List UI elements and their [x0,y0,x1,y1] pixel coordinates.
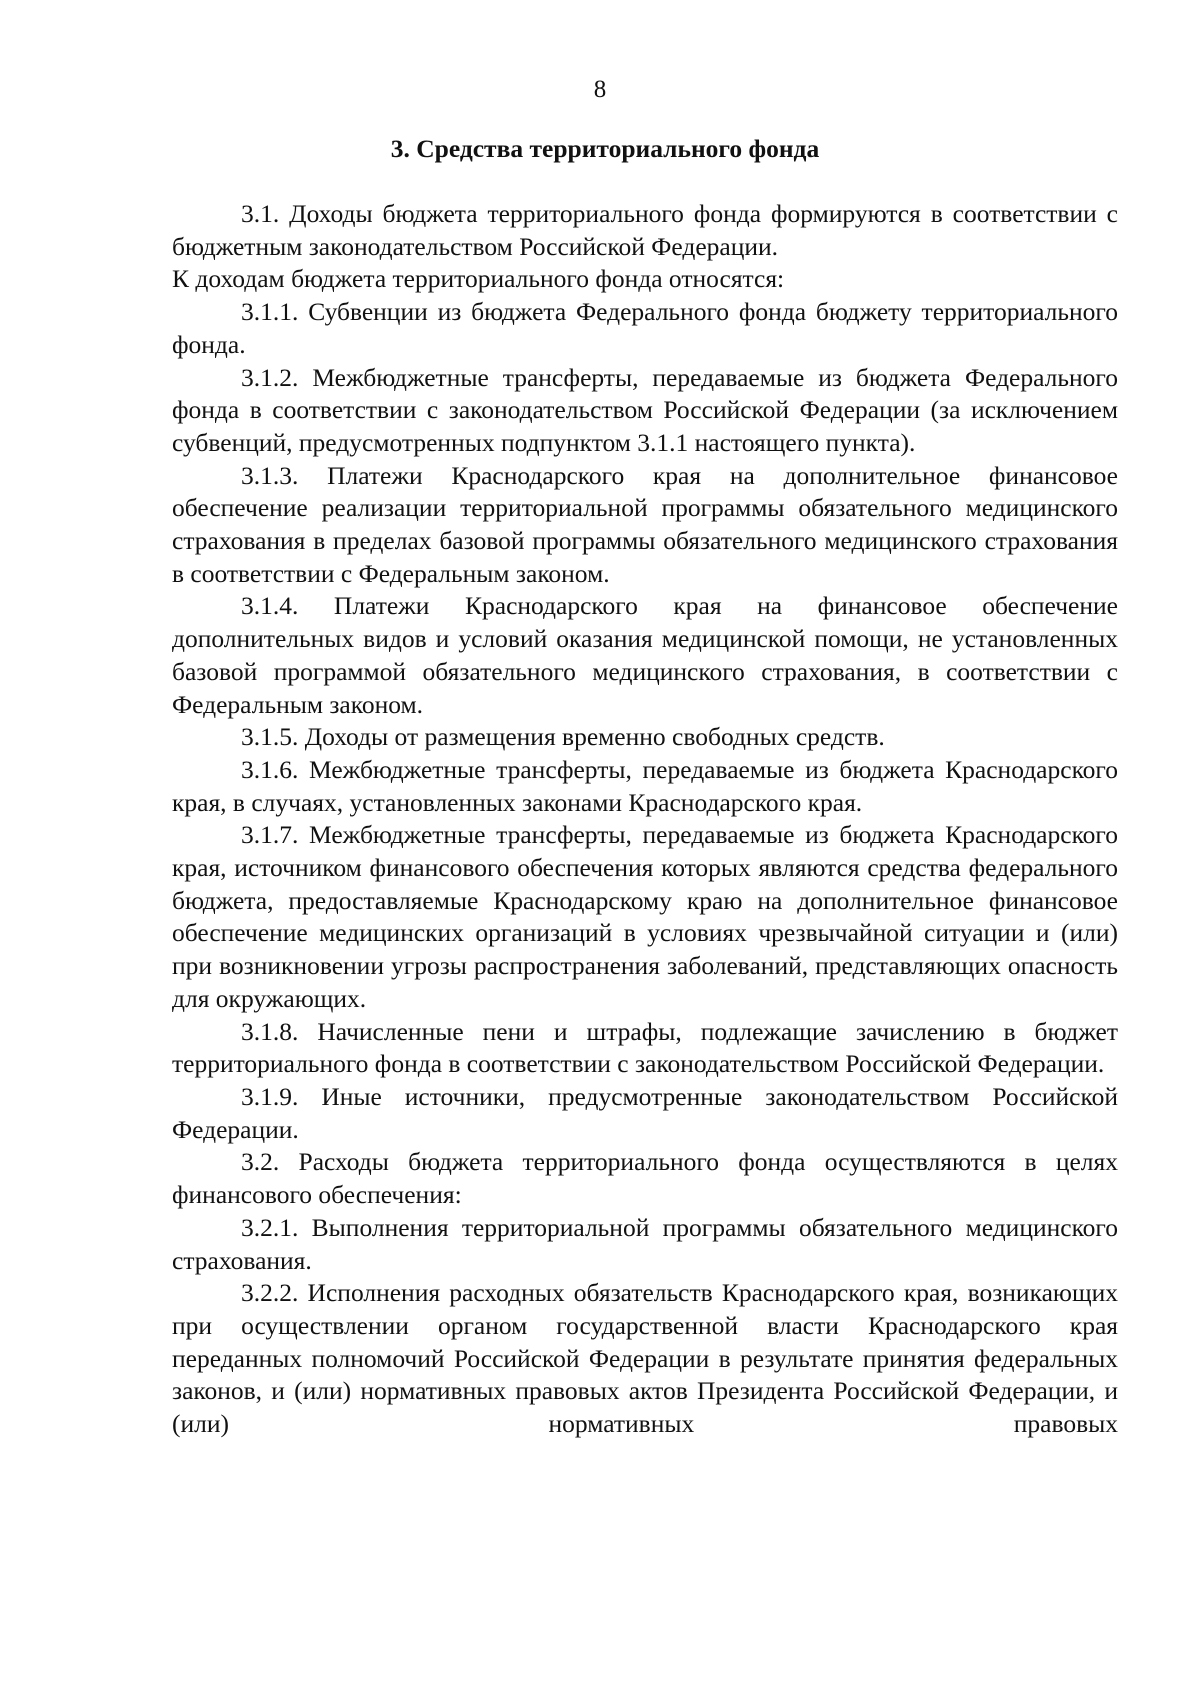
body-text [172,198,1118,1441]
paragraph-3-1-8: 3.1.8. Начисленные пени и штрафы, подлежащие зачислению в бюджет территориального фонда в соответствии с законодательством Российской Федерации. [172,1016,1118,1079]
paragraph-3-2: 3.2. Расходы бюджета территориального фонда осуществляются в целях финансового обеспечения: [172,1147,1118,1210]
page-number: 8 [593,76,607,103]
paragraph-3-1: 3.1. Доходы бюджета территориального фонда формируются в соответствии с бюджетным законодательством Российской Федерации. [172,199,1118,261]
paragraph-3-1-4: 3.1.4. Платежи Краснодарского края на финансовое обеспечение дополнительных видов и условий оказания медицинской помощи, не установленных базовой программой обязательного медицинского страхования, в соответствии с Федеральным законом. [172,591,1118,719]
paragraph-3-1-9: 3.1.9. Иные источники, предусмотренные законодательством Российской Федерации. [172,1081,1118,1144]
paragraph-3-1-7: 3.1.7. Межбюджетные трансферты, передаваемые из бюджета Краснодарского края, источником финансового обеспечения которых являются средства федерального бюджета, предоставляемые Краснодарскому краю на дополнительное финансовое обеспечение медицинских организаций в условиях чрезвычайной ситуации и (или) при возникновении угрозы распространения заболеваний, представляющих опасность для окружающих. [172,820,1118,1013]
paragraph-3-1-1: 3.1.1. Субвенции из бюджета Федерального фонда бюджету территориального фонда. [172,297,1118,359]
paragraph-3-1-3: 3.1.3. Платежи Краснодарского края на дополнительное финансовое обеспечение реализации территориальной программы обязательного медицинского страхования в пределах базовой программы обязательного медицинского страхования в соответствии с Федеральным законом. [172,460,1118,588]
paragraph-3-1-6: 3.1.6. Межбюджетные трансферты, передаваемые из бюджета Краснодарского края, в случаях, установленных законами Краснодарского края. [172,754,1118,817]
paragraph-income-intro: К доходам бюджета территориального фонда относятся: [172,264,785,294]
paragraph-3-2-2: 3.2.2. Исполнения расходных обязательств Краснодарского края, возникающих при осуществлении органом государственной власти Краснодарского края переданных полномочий Российской Федерации в результате принятия федеральных законов, и (или) нормативных правовых актов Президента Российской Федерации, и (или) нормативных правовых [172,1278,1118,1439]
paragraph-3-1-2: 3.1.2. Межбюджетные трансферты, передаваемые из бюджета Федерального фонда в соответствии с законодательством Российской Федерации (за исключением субвенций, предусмотренных подпунктом 3.1.1 настоящего пункта). [172,362,1118,457]
section-title: 3. Средства территориального фонда [390,134,820,163]
paragraph-3-1-5: 3.1.5. Доходы от размещения временно свободных средств. [241,722,885,752]
paragraph-3-2-1: 3.2.1. Выполнения территориальной программы обязательного медицинского страхования. [172,1212,1118,1275]
